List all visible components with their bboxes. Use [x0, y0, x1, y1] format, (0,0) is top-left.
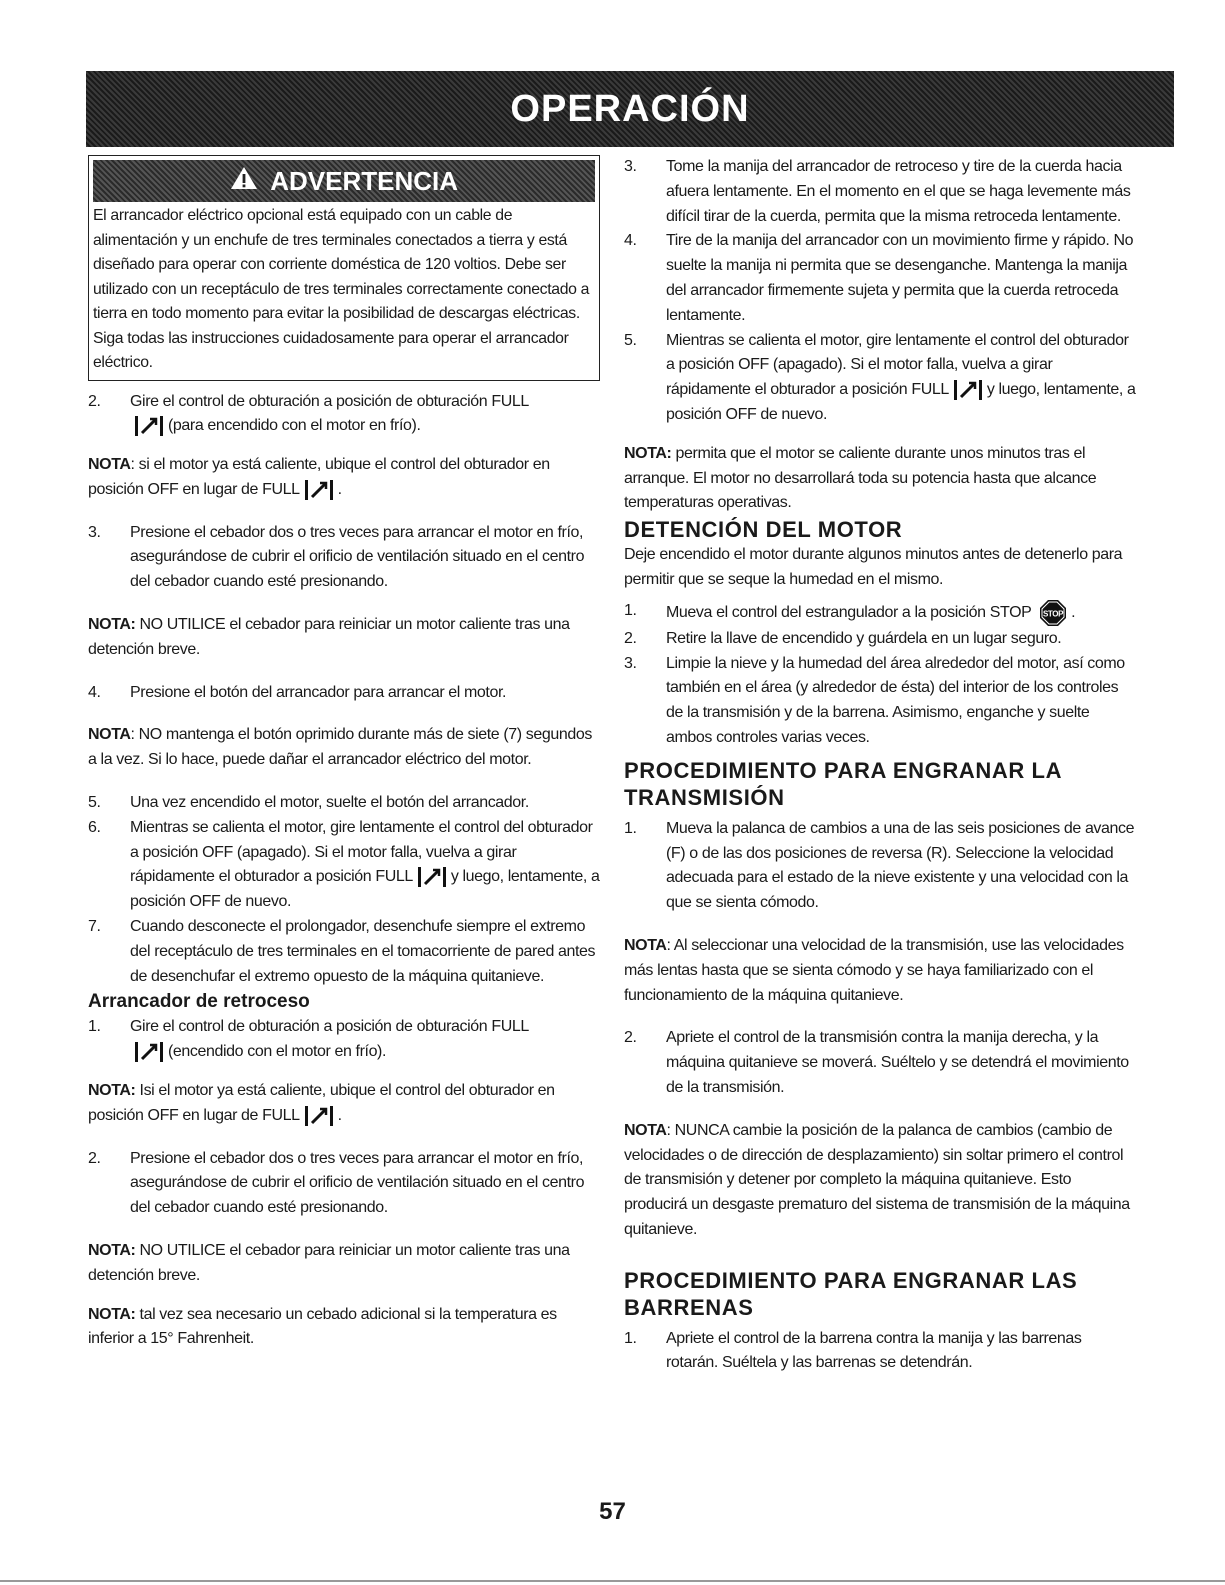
section-heading: Arrancador de retroceso — [88, 991, 310, 1013]
svg-text:STOP: STOP — [1043, 609, 1064, 619]
paragraph: Deje encendido el motor durante algunos minutos antes de detenerlo para permitir que se seque la humedad en el mismo. — [624, 546, 1123, 588]
list-item: 6. Mientras se calienta el motor, gire lentamente el control del obturador a posición OFF (apagado). Si el motor falla, vuelva a girar rápidamente el obturador a posición FULL y luego, lentamente, a posición OFF de nuevo. — [88, 818, 600, 911]
list-item: 1. Apriete el control de la barrena contra la manija y las barrenas rotarán. Suéltela y las barrenas se detendrán. — [624, 1329, 1082, 1372]
list-item: 2. Apriete el control de la transmisión contra la manija derecha, y la máquina quitanieve se moverá. Suéltelo y se detendrá el movimiento de la transmisión. — [624, 1029, 1129, 1096]
warning-text: El arrancador eléctrico opcional está equipado con un cable de alimentación y un enchufe de tres terminales conectados a tierra y está diseñado para operar con corriente doméstica de 120 voltios. Debe ser utilizado con un receptáculo de tres terminales correctamente conectado a tierra en todo momento para evitar la posibilidad de descargas eléctricas. Siga todas las instrucciones cuidadosamente para operar el arrancador eléctrico. — [93, 207, 590, 371]
section-heading: PROCEDIMIENTO PARA ENGRANAR LA TRANSMISIÓN — [624, 757, 1062, 810]
list-item: 1. Gire el control de obturación a posición de obturación FULL (encendido con el motor en frío). — [88, 1015, 600, 1065]
section-heading: DETENCIÓN DEL MOTOR — [624, 517, 903, 543]
choke-full-icon — [134, 1041, 164, 1063]
note: NOTA: si el motor ya está caliente, ubique el control del obturador en posición OFF en lugar de FULL . — [88, 453, 600, 503]
list-item: 5. Mientras se calienta el motor, gire lentamente el control del obturador a posición OFF (apagado). Si el motor falla, vuelva a girar rápidamente el obturador a posición FULL y luego, lentamente, a posición OFF de nuevo. — [624, 331, 1136, 423]
list-item: 5. Una vez encendido el motor, suelte el botón del arrancador. — [88, 794, 529, 812]
note: NOTA: NO mantenga el botón oprimido durante más de siete (7) segundos a la vez. Si lo hace, puede dañar el arrancador eléctrico del motor. — [88, 726, 592, 769]
choke-full-icon — [953, 379, 983, 401]
list-item: 4. Presione el botón del arrancador para arrancar el motor. — [88, 683, 507, 701]
list-item: 2. Gire el control de obturación a posición de obturación FULL (para encendido con el motor en frío). — [88, 390, 600, 440]
warning-header — [93, 160, 595, 202]
note: NOTA: NO UTILICE el cebador para reiniciar un motor caliente tras una detención breve. — [88, 1242, 570, 1284]
note: NOTA: Al seleccionar una velocidad de la transmisión, use las velocidades más lentas hasta que se sienta cómodo y se haya familiarizado con el funcionamiento de la máquina quitanieve. — [624, 936, 1124, 1004]
list-item: 1. Mueva el control del estrangulador a la posición STOP STOP . — [624, 599, 1136, 627]
page-number: 57 — [599, 1498, 626, 1525]
choke-full-icon — [134, 415, 164, 437]
note: NOTA: tal vez sea necesario un cebado adicional si la temperatura es inferior a 15° Fahrenheit. — [88, 1305, 557, 1348]
list-item: 3. Limpie la nieve y la humedad del área alrededor del motor, así como también en el área (y alrededor de ésta) del interior de los controles de la transmisión y de la barrena. Asimismo, enganche y suelte ambos controles varias veces. — [624, 654, 1125, 746]
list-item: 2. Presione el cebador dos o tres veces para arrancar el motor en frío, asegurándose de cubrir el orificio de ventilación situado en el centro del cebador cuando esté presionando. — [88, 1149, 585, 1217]
choke-full-icon — [417, 866, 447, 888]
section-heading: PROCEDIMIENTO PARA ENGRANAR LAS BARRENAS — [624, 1267, 1078, 1320]
note: NOTA: permita que el motor se caliente durante unos minutos tras el arranque. El motor no desarrollará toda su potencia hasta que alcance temperaturas operativas. — [624, 444, 1097, 512]
choke-full-icon — [304, 479, 334, 501]
section-banner — [86, 71, 1174, 147]
list-item: 3. Presione el cebador dos o tres veces para arrancar el motor en frío, asegurándose de cubrir el orificio de ventilación situado en el centro del cebador cuando esté presionando. — [88, 523, 585, 591]
list-item: 4. Tire de la manija del arrancador con un movimiento firme y rápido. No suelte la manija ni permita que se desenganche. Mantenga la manija del arrancador firmemente sujeta y permita que la cuerda retroceda lentamente. — [624, 232, 1134, 324]
choke-full-icon — [304, 1105, 334, 1127]
warning-heading: ADVERTENCIA — [270, 165, 459, 196]
note: NOTA: Isi el motor ya está caliente, ubique el control del obturador en posición OFF en lugar de FULL . — [88, 1079, 600, 1129]
right-column — [624, 155, 1136, 1376]
banner-title: OPERACIÓN — [510, 87, 750, 130]
list-item: 7. Cuando desconecte el prolongador, desenchufe siempre el extremo del receptáculo de tres terminales en el tomacorriente de pared antes de desenchufar el extremo opuesto de la máquina quitanieve. — [88, 918, 596, 985]
stop-sign-icon — [1039, 599, 1067, 627]
warning-box — [88, 155, 600, 381]
warning-triangle-icon — [230, 166, 258, 190]
list-item: 1. Mueva la palanca de cambios a una de las seis posiciones de avance (F) o de las dos posiciones de reversa (R). Seleccione la velocidad adecuada para el estado de la nieve existente y una velocidad con la que se sienta cómodo. — [624, 819, 1135, 912]
list-item: 2. Retire la llave de encendido y guárdela en un lugar seguro. — [624, 629, 1062, 647]
left-column — [88, 155, 600, 1352]
note: NOTA: NO UTILICE el cebador para reiniciar un motor caliente tras una detención breve. — [88, 616, 570, 658]
list-item: 3. Tome la manija del arrancador de retroceso y tire de la cuerda hacia afuera lentamente. En el momento en el que se haga levemente más difícil tirar de la cuerda, permita que la misma retroceda lentamente. — [624, 158, 1131, 225]
divider — [0, 1580, 1225, 1582]
note: NOTA: NUNCA cambie la posición de la palanca de cambios (cambio de velocidades o de dirección de desplazamiento) sin soltar primero el control de transmisión y detener por completo la máquina quitanieve. Esto producirá un desgaste prematuro del sistema de transmisión de la máquina quitanieve. — [624, 1121, 1130, 1238]
